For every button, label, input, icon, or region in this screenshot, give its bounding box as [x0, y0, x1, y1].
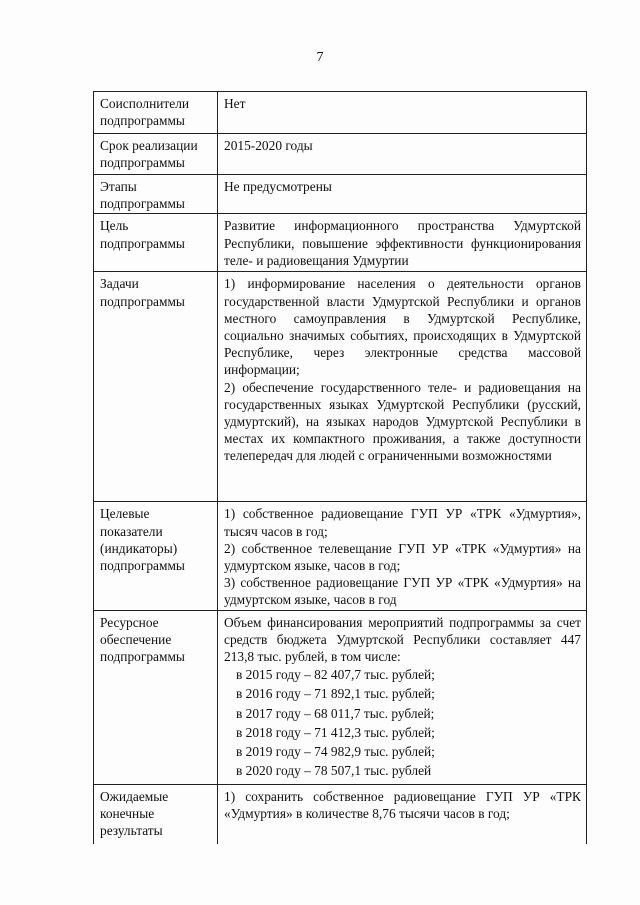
- table-row: [94, 502, 587, 610]
- finance-year-line: в 2017 году – 68 011,7 тыс. рублей;: [236, 705, 435, 721]
- finance-year-line: в 2020 году – 78 507,1 тыс. рублей: [236, 763, 432, 779]
- row-value: 2015-2020 годы: [218, 134, 587, 175]
- list-item: 2) обеспечение государственного теле- и радиовещания на государственных языках Удмуртской Республики (русский, удмуртский), на языках народов Удмуртской Республики в местах их компактного проживания, а также доступности телепередач для людей с ограниченными возможностями: [224, 379, 581, 464]
- row-value: [218, 272, 587, 502]
- finance-intro: Объем финансирования мероприятий подпрограммы за счет средств бюджета Удмуртской Республики составляет 447 213,8 тыс. рублей, в том числе:: [224, 614, 581, 665]
- row-label: Ожидаемые конечные результаты: [94, 784, 218, 844]
- row-label: Соисполнители подпрограммы: [94, 92, 218, 134]
- list-item: 1) собственное радиовещание ГУП УР «ТРК «Удмуртия», тысяч часов в год;: [224, 506, 581, 539]
- list-item: 1) сохранить собственное радиовещание ГУП УР «ТРК «Удмуртия» в количестве 8,76 тысячи часов в год;: [224, 788, 581, 821]
- table-row: [94, 272, 587, 502]
- finance-year-line: в 2019 году – 74 982,9 тыс. рублей;: [236, 744, 435, 760]
- row-label: Целевые показатели (индикаторы) подпрограммы: [94, 502, 218, 610]
- table-row: [94, 134, 587, 175]
- row-label: Этапы подпрограммы: [94, 175, 218, 214]
- table-row: [94, 784, 587, 844]
- finance-year-line: в 2016 году – 71 892,1 тыс. рублей;: [236, 686, 435, 702]
- list-item: 2) собственное телевещание ГУП УР «ТРК «Удмуртия» на удмуртском языке, часов в год;: [224, 540, 581, 574]
- row-label: Срок реализации подпрограммы: [94, 134, 218, 175]
- table-row: [94, 92, 587, 134]
- table-row: [94, 214, 587, 272]
- row-value: Нет: [218, 92, 587, 134]
- row-value: Развитие информационного пространства Удмуртской Республики, повышение эффективности функционирования теле- и радиовещания Удмуртии: [218, 214, 587, 272]
- row-value: [218, 610, 587, 784]
- row-value: [218, 502, 587, 610]
- table-row: [94, 610, 587, 784]
- page-number: 7: [316, 50, 324, 65]
- row-value: Не предусмотрены: [218, 175, 587, 214]
- finance-year-line: в 2015 году – 82 407,7 тыс. рублей;: [236, 667, 435, 683]
- row-label: Цель подпрограммы: [94, 214, 218, 272]
- row-label: Ресурсное обеспечение подпрограммы: [94, 610, 218, 784]
- list-item: 3) собственное радиовещание ГУП УР «ТРК «Удмуртия» на удмуртском языке, часов в год: [224, 575, 581, 608]
- list-item: 1) информирование населения о деятельности органов государственной власти Удмуртской Республики и органов местного самоуправления в Удмуртской Республике, социально значимых событиях, происходящих в Удмуртской Республике, через электронные средства массовой информации;: [224, 276, 581, 378]
- subprogram-passport-table: [93, 91, 587, 844]
- row-label: Задачи подпрограммы: [94, 272, 218, 502]
- row-value: [218, 784, 587, 844]
- finance-year-line: в 2018 году – 71 412,3 тыс. рублей;: [236, 724, 435, 740]
- table-row: [94, 175, 587, 214]
